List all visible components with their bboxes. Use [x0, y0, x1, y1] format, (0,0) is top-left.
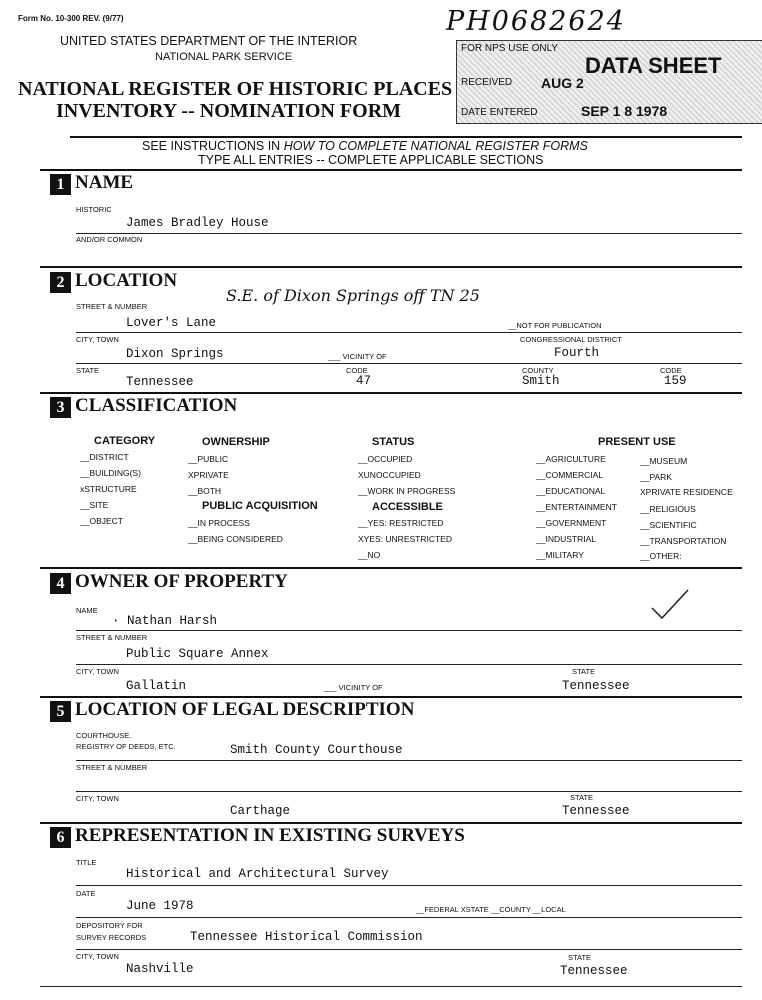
city-value: Dixon Springs — [126, 347, 224, 361]
department: UNITED STATES DEPARTMENT OF THE INTERIOR — [60, 34, 358, 48]
depository-label: DEPOSITORY FOR — [76, 921, 143, 930]
section-number-2: 2 — [50, 272, 71, 293]
use-scientific: __SCIENTIFIC — [640, 520, 697, 530]
status-unoccupied: XUNOCCUPIED — [358, 470, 421, 480]
category-object: __OBJECT — [80, 516, 123, 526]
date-entered-label: DATE ENTERED — [461, 107, 538, 118]
owner-state-label: STATE — [572, 667, 596, 676]
accessible-heading: ACCESSIBLE — [372, 501, 443, 513]
instructions-line1: SEE INSTRUCTIONS IN HOW TO COMPLETE NATIONAL REGISTER FORMS — [142, 139, 588, 153]
survey-state-value: Tennessee — [560, 964, 628, 978]
section-rule — [40, 266, 742, 268]
owner-vicinity-of: ___ VICINITY OF — [324, 683, 383, 692]
category-district: __DISTRICT — [80, 452, 129, 462]
access-no: __NO — [358, 550, 381, 560]
nps-use-label: FOR NPS USE ONLY — [461, 43, 559, 54]
rule — [76, 949, 742, 950]
section-number-6: 6 — [50, 827, 71, 848]
section-number-4: 4 — [50, 573, 71, 594]
vicinity-of: ___ VICINITY OF — [328, 352, 387, 361]
survey-levels: __FEDERAL XSTATE __COUNTY __LOCAL — [416, 905, 566, 914]
use-military: __MILITARY — [536, 550, 584, 560]
access-unrestricted: XYES: UNRESTRICTED — [358, 534, 452, 544]
instructions-rule — [40, 169, 742, 171]
rule — [76, 630, 742, 631]
survey-city-value: Nashville — [126, 962, 194, 976]
historic-label: HISTORIC — [76, 205, 112, 214]
legal-street-label: STREET & NUMBER — [76, 763, 148, 772]
form-subtitle: INVENTORY -- NOMINATION FORM — [56, 100, 402, 122]
received-label: RECEIVED — [461, 77, 513, 88]
section-title-surveys: REPRESENTATION IN EXISTING SURVEYS — [75, 825, 465, 846]
survey-state-label: STATE — [568, 953, 592, 962]
legal-state-label: STATE — [570, 793, 594, 802]
congressional-label: CONGRESSIONAL DISTRICT — [520, 335, 622, 344]
ownership-public: __PUBLIC — [188, 454, 229, 464]
rule — [76, 363, 742, 364]
owner-street-value: Public Square Annex — [126, 647, 269, 661]
header-rule — [70, 136, 742, 138]
code2-value: 159 — [664, 374, 687, 388]
use-educational: __EDUCATIONAL — [536, 486, 606, 496]
status-work-in-progress: __WORK IN PROGRESS — [358, 486, 456, 496]
date-entered-stamp: SEP 1 8 1978 — [581, 103, 668, 119]
ownership-both: __BOTH — [188, 486, 222, 496]
use-private-residence: XPRIVATE RESIDENCE — [640, 487, 733, 497]
owner-name-label: NAME — [76, 606, 98, 615]
city-label: CITY, TOWN — [76, 335, 119, 344]
ownership-private: XPRIVATE — [188, 470, 229, 480]
depository-value: Tennessee Historical Commission — [190, 930, 423, 944]
county-label: COUNTY — [522, 366, 554, 375]
acquisition-being-considered: __BEING CONSIDERED — [188, 534, 283, 544]
form-title: NATIONAL REGISTER OF HISTORIC PLACES — [18, 78, 453, 100]
section-rule — [40, 696, 742, 698]
section-title-legal: LOCATION OF LEGAL DESCRIPTION — [75, 699, 415, 720]
owner-state-value: Tennessee — [562, 679, 630, 693]
service: NATIONAL PARK SERVICE — [155, 51, 293, 63]
received-stamp: AUG 2 — [541, 75, 584, 91]
state-label: STATE — [76, 366, 100, 375]
owner-city-label: CITY, TOWN — [76, 667, 119, 676]
rule — [76, 233, 742, 234]
category-structure: xSTRUCTURE — [80, 484, 137, 494]
rule — [76, 791, 742, 792]
bottom-rule — [40, 986, 742, 987]
rule — [76, 760, 742, 761]
owner-street-label: STREET & NUMBER — [76, 633, 148, 642]
historic-value: James Bradley House — [126, 216, 269, 230]
public-acquisition-heading: PUBLIC ACQUISITION — [202, 500, 318, 512]
use-industrial: __INDUSTRIAL — [536, 534, 596, 544]
section-title-owner: OWNER OF PROPERTY — [75, 571, 288, 592]
data-sheet-stamp: DATA SHEET — [585, 53, 722, 78]
legal-state-value: Tennessee — [562, 804, 630, 818]
survey-title-value: Historical and Architectural Survey — [126, 867, 389, 881]
instructions-line2: TYPE ALL ENTRIES -- COMPLETE APPLICABLE SECTIONS — [198, 153, 544, 167]
use-other: __OTHER: — [640, 551, 682, 561]
survey-date-value: June 1978 — [126, 899, 194, 913]
use-government: __GOVERNMENT — [536, 518, 607, 528]
use-museum: __MUSEUM — [640, 456, 688, 466]
checkmark-icon — [650, 588, 690, 620]
legal-city-label: CITY, TOWN — [76, 794, 119, 803]
section-rule — [40, 392, 742, 394]
acquisition-in-process: __IN PROCESS — [188, 518, 250, 528]
survey-records-label: SURVEY RECORDS — [76, 933, 147, 942]
category-heading: CATEGORY — [94, 435, 156, 447]
use-transportation: __TRANSPORTATION — [640, 536, 727, 546]
state-value: Tennessee — [126, 375, 194, 389]
handwritten-note: S.E. of Dixon Springs off TN 25 — [226, 286, 480, 305]
ownership-heading: OWNERSHIP — [202, 436, 270, 448]
survey-city-label: CITY, TOWN — [76, 952, 119, 961]
not-for-publication: __NOT FOR PUBLICATION — [508, 321, 602, 330]
code2-label: CODE — [660, 366, 682, 375]
handwritten-id: PH0682624 — [446, 6, 626, 37]
owner-name-value: · Nathan Harsh — [112, 614, 218, 628]
category-site: __SITE — [80, 500, 109, 510]
section-rule — [40, 567, 742, 569]
section-number-5: 5 — [50, 701, 71, 722]
category-buildings: __BUILDING(S) — [80, 468, 141, 478]
courthouse-value: Smith County Courthouse — [230, 743, 403, 757]
section-rule — [40, 822, 742, 824]
survey-date-label: DATE — [76, 889, 96, 898]
nps-use-box — [456, 40, 762, 124]
rule — [76, 332, 742, 333]
section-title-name: NAME — [75, 172, 134, 193]
form-number: Form No. 10-300 REV. (9/77) — [18, 14, 124, 23]
code-label: CODE — [346, 366, 368, 375]
use-entertainment: __ENTERTAINMENT — [536, 502, 617, 512]
street-label: STREET & NUMBER — [76, 302, 148, 311]
use-commercial: __COMMERCIAL — [536, 470, 604, 480]
use-agriculture: __AGRICULTURE — [536, 454, 606, 464]
street-value: Lover's Lane — [126, 316, 217, 330]
rule — [76, 885, 742, 886]
status-heading: STATUS — [372, 436, 415, 448]
section-number-1: 1 — [50, 174, 71, 195]
status-occupied: __OCCUPIED — [358, 454, 413, 464]
courthouse-label: COURTHOUSE. — [76, 731, 132, 740]
common-label: AND/OR COMMON — [76, 235, 143, 244]
legal-city-value: Carthage — [230, 804, 291, 818]
section-title-classification: CLASSIFICATION — [75, 395, 238, 416]
rule — [76, 664, 742, 665]
present-use-heading: PRESENT USE — [598, 436, 676, 448]
access-restricted: __YES: RESTRICTED — [358, 518, 444, 528]
congressional-value: Fourth — [554, 346, 600, 360]
registry-label: REGISTRY OF DEEDS, ETC. — [76, 742, 176, 751]
county-value: Smith — [522, 374, 560, 388]
use-park: __PARK — [640, 472, 672, 482]
survey-title-label: TITLE — [76, 858, 97, 867]
section-title-location: LOCATION — [75, 270, 178, 291]
use-religious: __RELIGIOUS — [640, 504, 696, 514]
section-number-3: 3 — [50, 397, 71, 418]
code-value: 47 — [356, 374, 372, 388]
owner-city-value: Gallatin — [126, 679, 187, 693]
rule — [76, 917, 742, 918]
